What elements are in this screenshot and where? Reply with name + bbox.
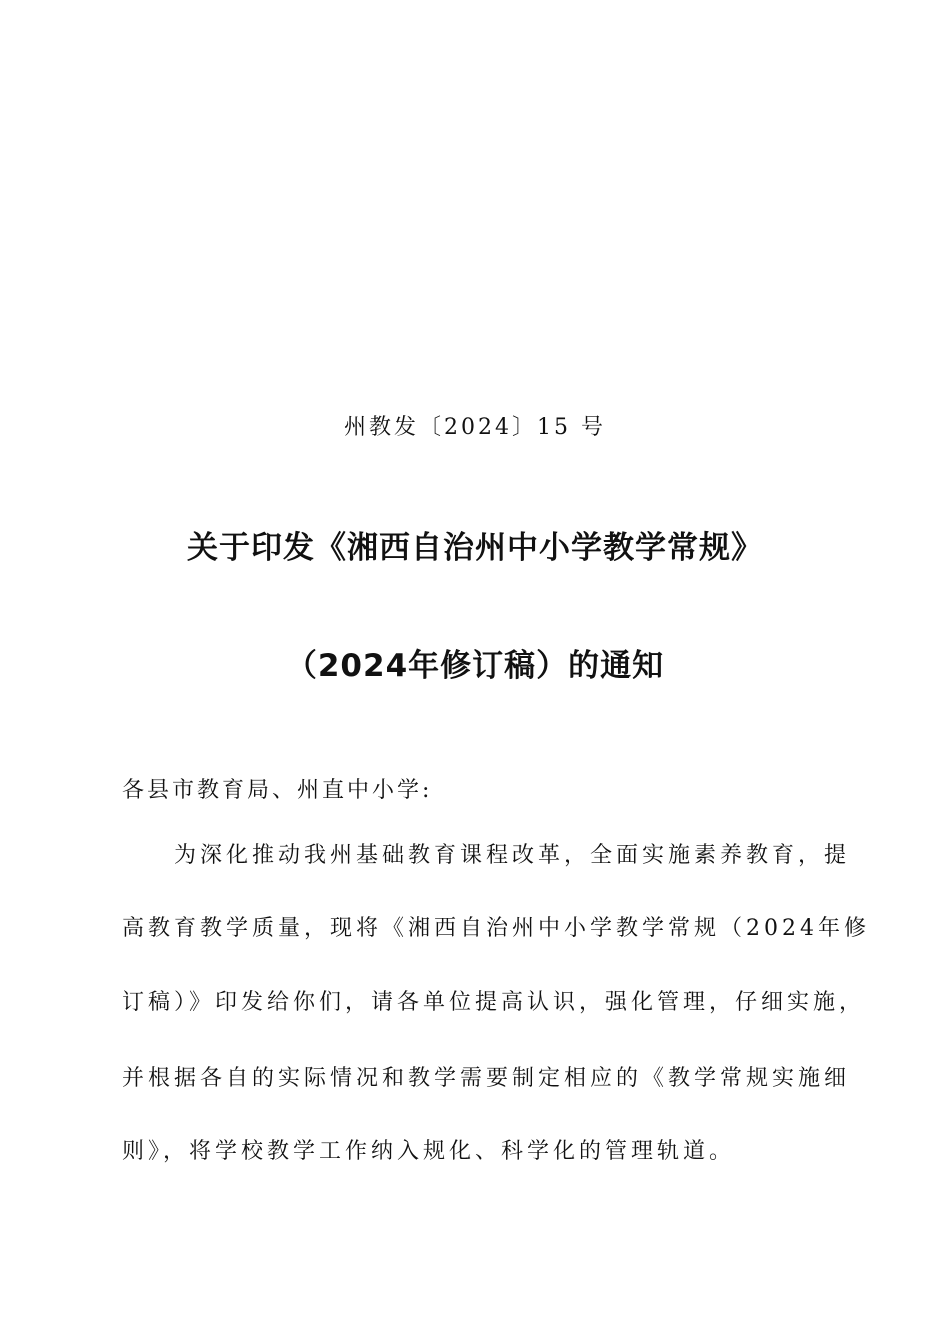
body-line-2: 高教育教学质量，现将《湘西自治州中小学教学常规（2024年修	[122, 916, 870, 941]
salutation: 各县市教育局、州直中小学:	[122, 778, 433, 803]
title-line-1: 关于印发《湘西自治州中小学教学常规》	[187, 530, 763, 566]
document-number: 州教发〔2024〕15 号	[344, 415, 606, 440]
body-line-4: 并根据各自的实际情况和教学需要制定相应的《教学常规实施细	[122, 1066, 851, 1091]
title-line-2: （2024年修订稿）的通知	[285, 648, 665, 684]
body-line-5: 则》，将学校教学工作纳入规化、科学化的管理轨道。	[122, 1139, 736, 1164]
body-line-1: 为深化推动我州基础教育课程改革，全面实施素养教育，提	[174, 843, 851, 868]
body-line-3: 订稿）》印发给你们，请各单位提高认识，强化管理，仔细实施，	[122, 990, 866, 1015]
